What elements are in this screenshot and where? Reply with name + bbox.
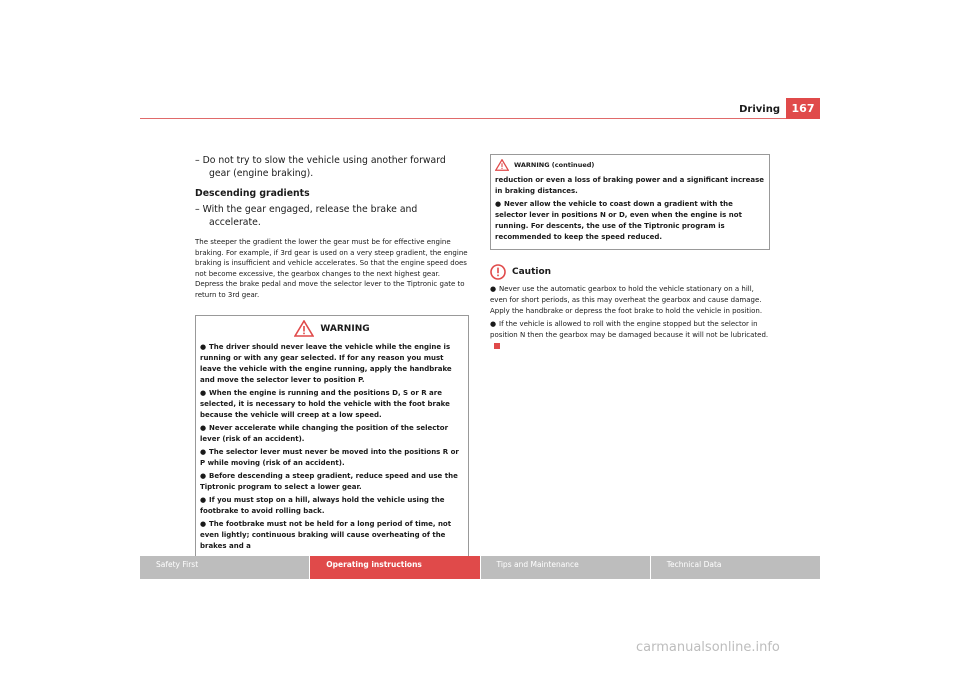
- bullet-icon: ●: [200, 519, 207, 528]
- warning-continued-header: [495, 155, 765, 175]
- page-title: Driving: [739, 104, 780, 115]
- page-number-badge: 167: [786, 98, 820, 119]
- header-rule: [140, 118, 820, 119]
- left-column: [195, 154, 469, 559]
- warning-item-text: The selector lever must never be moved into the positions R or P while moving (risk of an accident).: [200, 447, 459, 467]
- bullet-icon: ●: [200, 342, 207, 351]
- footer-tab-technical-data[interactable]: Technical Data: [651, 556, 820, 579]
- warning-item-text: The footbrake must not be held for a long period of time, not even lightly; continuous braking will cause overheating of the brakes and a: [200, 519, 452, 550]
- warning-item: [200, 423, 464, 445]
- warning-item: [200, 388, 464, 421]
- warning-item-text: Before descending a steep gradient, reduce speed and use the Tiptronic program to select a lower gear.: [200, 471, 458, 491]
- caution-title: Caution: [512, 267, 552, 277]
- bullet-icon: ●: [200, 423, 207, 432]
- warning-item: [200, 342, 464, 386]
- bullet-icon: ●: [200, 447, 207, 456]
- watermark-text: carmanualsonline.info: [636, 640, 780, 655]
- warning-continued-text: reduction or even a loss of braking power and a significant increase in braking distances.: [495, 176, 764, 195]
- bullet-icon: ●: [490, 285, 497, 293]
- bullet-icon: ●: [200, 495, 207, 504]
- warning-item: [200, 519, 464, 552]
- warning-item: [200, 447, 464, 469]
- warning-continued-title: WARNING (continued): [514, 161, 595, 169]
- body-paragraph: The steeper the gradient the lower the gear must be for effective engine braking. For example, if 3rd gear is used on a very steep gradient, the engine braking is insufficient and vehicle accelerates. So that the engine speed does not become excessive, the gearbox changes to the next highest gear. Depress the brake pedal and move the selector lever to the Tiptronic gate to return to 3rd gear.: [195, 238, 468, 299]
- instruction-step: – Do not try to slow the vehicle using another forward gear (engine braking).: [195, 155, 446, 179]
- warning-title-row: [200, 316, 464, 342]
- section-subheading: Descending gradients: [195, 188, 310, 199]
- caution-item: [490, 284, 770, 317]
- warning-item: [200, 495, 464, 517]
- footer-nav: [140, 556, 820, 579]
- caution-item-text: If the vehicle is allowed to roll with the engine stopped but the selector in position N then the gearbox may be damaged because it will not be lubricated.: [490, 320, 769, 339]
- warning-item-text: Never allow the vehicle to coast down a gradient with the selector lever in positions N or D, even when the engine is not running. For descents, the use of the Tiptronic program is recommended to keep the speed reduced.: [495, 200, 742, 241]
- footer-tab-safety-first[interactable]: Safety First: [140, 556, 310, 579]
- warning-box: [195, 315, 469, 559]
- warning-item: [200, 471, 464, 493]
- bullet-icon: ●: [200, 471, 207, 480]
- warning-item-text: The driver should never leave the vehicle while the engine is running or with any gear selected. If for any reason you must leave the vehicle with the engine running, apply the handbrake and move the selector lever to position P.: [200, 342, 452, 384]
- warning-item-text: If you must stop on a hill, always hold the vehicle using the footbrake to avoid rolling back.: [200, 495, 445, 515]
- warning-title: WARNING: [320, 323, 370, 334]
- footer-tab-operating-instructions[interactable]: Operating instructions: [310, 556, 480, 579]
- right-column: [490, 154, 770, 354]
- warning-continued-box: [490, 154, 770, 250]
- bullet-icon: ●: [495, 200, 502, 208]
- end-of-section-marker-icon: [494, 343, 500, 349]
- exclamation-circle-icon: [490, 264, 506, 280]
- caution-item-text: Never use the automatic gearbox to hold the vehicle stationary on a hill, even for short periods, as this may overheat the gearbox and cause damage. Apply the handbrake or depress the foot brake to hold the vehicle in position.: [490, 285, 763, 315]
- caution-item: [490, 319, 770, 352]
- bullet-icon: ●: [490, 320, 497, 328]
- warning-item-text: When the engine is running and the positions D, S or R are selected, it is necessary to hold the vehicle with the foot brake because the vehicle will creep at a low speed.: [200, 388, 450, 419]
- caution-header: [490, 264, 770, 280]
- footer-tab-tips-and-maintenance[interactable]: Tips and Maintenance: [481, 556, 651, 579]
- warning-triangle-icon: [495, 159, 509, 171]
- instruction-step: – With the gear engaged, release the brake and accelerate.: [195, 204, 418, 228]
- warning-item-text: Never accelerate while changing the position of the selector lever (risk of an accident).: [200, 423, 449, 443]
- warning-triangle-icon: [294, 320, 314, 337]
- warning-item: [495, 199, 765, 243]
- bullet-icon: ●: [200, 388, 207, 397]
